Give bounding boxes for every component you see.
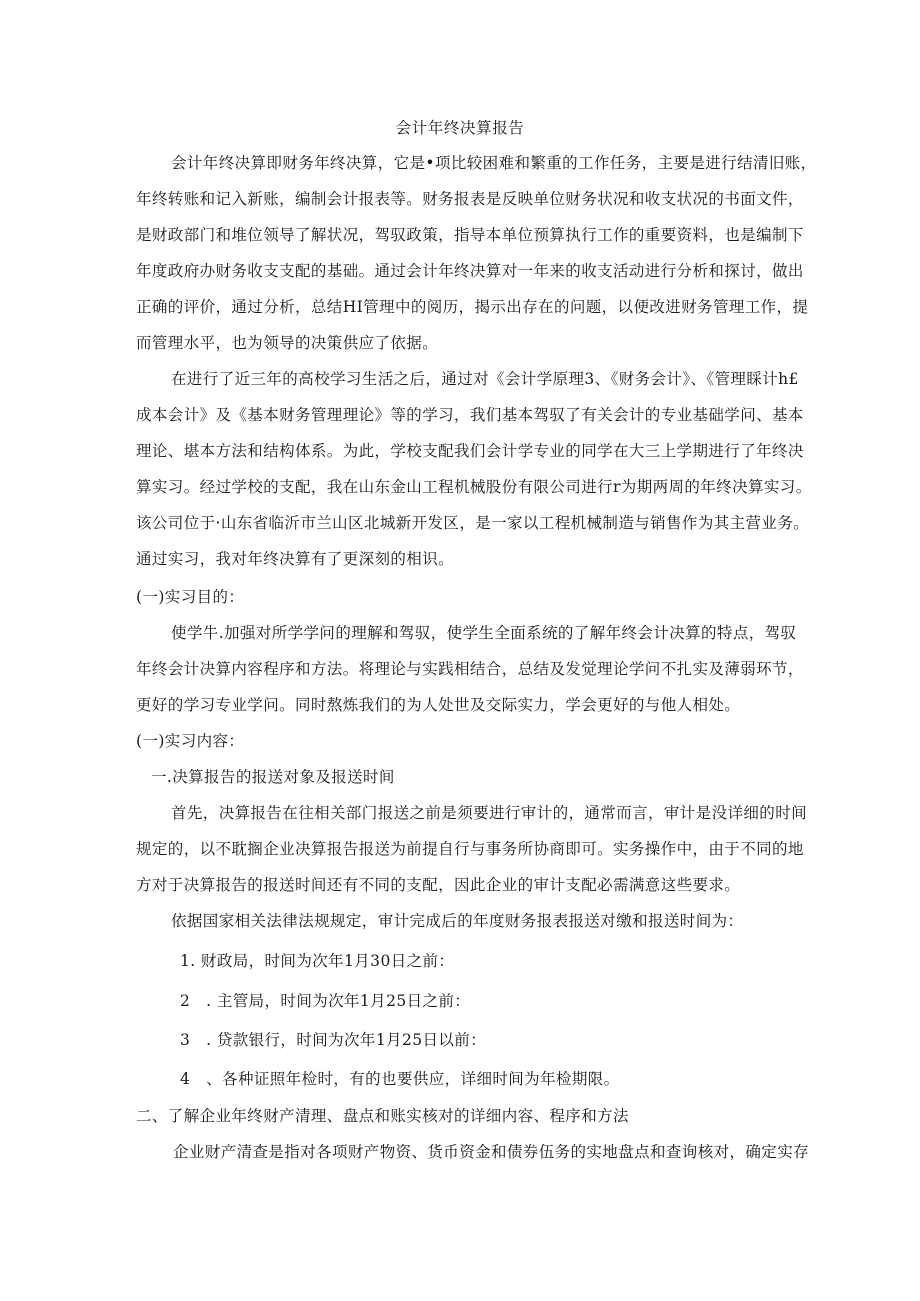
paragraph-1-line-1: 会计年终决算即财务年终决算，它是•项比较困难和繁重的工作任务，主要是进行结清旧账， — [171, 154, 817, 172]
paragraph-6-line-1: 企业财产清查是指对各项财产物资、货币资金和债券伍务的实地盘点和查询核对，确定实存 — [173, 1143, 810, 1161]
paragraph-3-line-2: 年终会计决算内容程序和方法。将理论与实践相结合，总结及发觉理论学问不扎实及薄弱环节， — [136, 660, 804, 678]
paragraph-1-line-5: 正确的评价，通过分析，总结HI管理中的阅历，揭示出存在的问题，以便改进财务管理工作，提 — [136, 298, 809, 316]
paragraph-1-line-6: 而管理水平，也为领导的决策供应了依据。 — [136, 334, 439, 352]
heading-internship-content: (一)实习内容： — [136, 732, 245, 750]
heading-internship-purpose: (一)实习目的： — [136, 588, 245, 606]
paragraph-4-line-3: 方对于决算报告的报送时间还有不同的支配，因此企业的审计支配必需满意这些要求。 — [136, 876, 741, 894]
paragraph-2-line-5: 该公司位于·山东省临沂市兰山区北城新开发区，是一家以工程机械制造与销售作为其主营业务。 — [136, 514, 810, 532]
paragraph-4-line-1: 首先，决算报告在往相关部门报送之前是须要进行审计的，通常而言，审计是没详细的时间 — [171, 804, 808, 822]
heading-section-1: 一.决算报告的报送对象及报送时间 — [151, 768, 395, 786]
list-item: 1. 财政局，时间为次年1月30日之前： — [180, 952, 455, 970]
paragraph-4-line-2: 规定的，以不耽搁企业决算报告报送为前提自行与事务所协商即可。实务操作中，由于不同的地 — [136, 840, 804, 858]
paragraph-3-line-1: 使学牛.加强对所学学问的理解和驾驭，使学生全面系统的了解年终会计决算的特点，驾驭 — [171, 624, 797, 642]
document-title: 会计年终决算报告 — [395, 119, 525, 137]
paragraph-1-line-4: 年度政府办财务收支支配的基础。通过会计年终决算对一年来的收支活动进行分析和探讨，做出 — [136, 262, 804, 280]
list-item: 4 、各种证照年检时，有的也要供应，详细时间为年检期限。 — [180, 1070, 620, 1088]
list-item: 3 . 贷款银行，时间为次年1月25日以前： — [180, 1031, 487, 1049]
paragraph-2-line-1: 在进行了近三年的高校学习生活之后，通过对《会计学原理3、《财务会计》、《管理睬计h£ — [171, 370, 799, 388]
paragraph-3-line-3: 更好的学习专业学问。同时熬炼我们的为人处世及交际实力，学会更好的与他人相处。 — [136, 696, 741, 714]
paragraph-1-line-3: 是财政部门和堆位领导了解状况，驾驭政策，指导本单位预算执行工作的重要资料，也是编制下 — [136, 226, 804, 244]
heading-section-2: 二、了解企业年终财产清理、盘点和账实核对的详细内容、程序和方法 — [136, 1107, 629, 1125]
list-item: 2 . 主管局，时间为次年1月25日之前： — [180, 992, 471, 1010]
paragraph-1-line-2: 年终转账和记入新账，编制会计报表等。财务报表是反映单位财务状况和收支状况的书面文件， — [136, 190, 804, 208]
paragraph-2-line-4: 算实习。经过学校的支配，我在山东金山工程机械股份有限公司进行r为期两周的年终决算实习。 — [136, 478, 812, 496]
paragraph-2-line-6: 通过实习，我对年终决算有了更深刻的相识。 — [136, 550, 455, 568]
paragraph-2-line-3: 理论、堪本方法和结构体系。为此，学校支配我们会计学专业的同学在大三上学期进行了年终决 — [136, 442, 804, 460]
paragraph-2-line-2: 成本会计》及《基本财务管理理论》等的学习，我们基本驾驭了有关会计的专业基础学问、基本 — [136, 406, 804, 424]
paragraph-5: 依据国家相关法律法规规定，审计完成后的年度财务报表报送对缴和报送时间为： — [171, 912, 744, 930]
